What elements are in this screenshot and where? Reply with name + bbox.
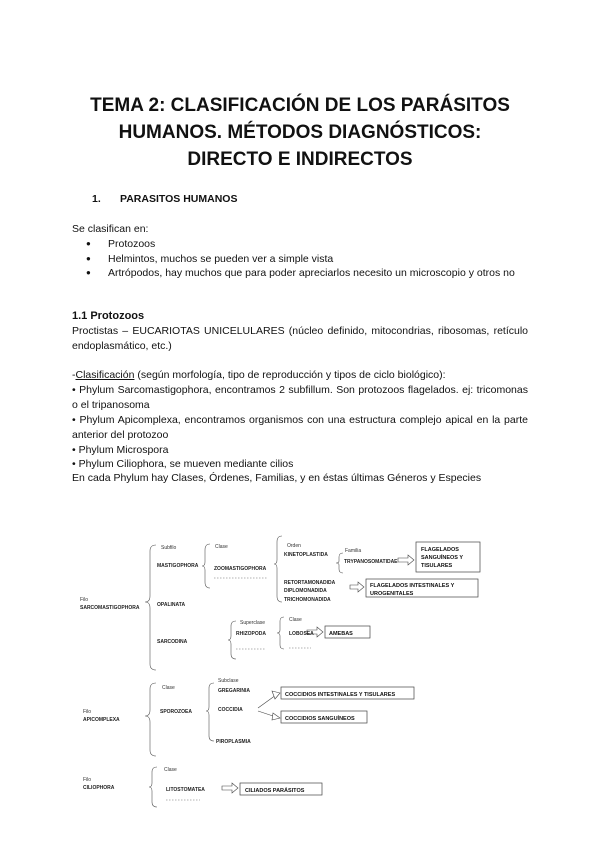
box-text: SANGUÍNEOS Y xyxy=(421,555,464,561)
label-subfilo: Subfilo xyxy=(161,545,177,551)
brace-apico xyxy=(145,683,156,756)
label-trypanosomatidae: TRYPANOSOMATIDAE xyxy=(344,559,398,565)
box-text: UROGENITALES xyxy=(370,591,414,597)
label-filo-1: Filo xyxy=(80,597,89,603)
label-ciliophora: CILIOPHORA xyxy=(83,785,115,791)
box-text: CILIADOS PARÁSITOS xyxy=(245,788,305,794)
brace-cilio xyxy=(149,767,157,807)
label-zoomastigophora: ZOOMASTIGOPHORA xyxy=(214,566,267,572)
label-gregarinia: GREGARINIA xyxy=(218,688,250,694)
intro-text: Se clasifican en: xyxy=(72,223,149,235)
label-kinetoplastida: KINETOPLASTIDA xyxy=(284,552,328,558)
phylum-apico-text: • Phylum Apicomplexa, encontramos organismos con una estructura complejo apical en la parte anterior del protozoo xyxy=(72,414,528,441)
title-line-1: TEMA 2: CLASIFICACIÓN DE LOS PARÁSITOS xyxy=(90,95,510,116)
label-piroplasmia: PIROPLASMIA xyxy=(216,739,251,745)
arrow-icon xyxy=(350,582,364,592)
label-sarcomastigophora: SARCOMASTIGOPHORA xyxy=(80,605,140,611)
section-number: 1. xyxy=(92,193,101,205)
section-title: PARASITOS HUMANOS xyxy=(120,193,238,205)
label-sporozoea: SPOROZOEA xyxy=(160,709,192,715)
label-rhizopoda: RHIZOPODA xyxy=(236,631,266,637)
brace-family xyxy=(336,553,343,573)
label-apicomplexa: APICOMPLEXA xyxy=(83,717,120,723)
brace-sarco xyxy=(145,545,156,670)
label-diplomonadida: DIPLOMONADIDA xyxy=(284,588,327,594)
phylum-cilio-text: • Phylum Ciliophora, se mueven mediante cilios xyxy=(72,458,294,470)
paragraph-proctistas: Proctistas – EUCARIOTAS UNICELULARES (núcleo definido, mitocondrias, ribosomas, retículo endoplasmático, etc.) xyxy=(72,325,528,352)
label-lobosea: LOBOSEA xyxy=(289,631,314,637)
label-coccidia: COCCIDIA xyxy=(218,707,243,713)
arrow-icon xyxy=(272,691,280,699)
label-filo-2: Filo xyxy=(83,709,92,715)
box-text: FLAGELADOS xyxy=(421,547,459,553)
brace-rhizopoda xyxy=(277,617,284,649)
classification-rest: (según morfología, tipo de reproducción y tipos de ciclo biológico): xyxy=(134,369,446,381)
brace-mastigo xyxy=(202,544,210,588)
box-text: TISULARES xyxy=(421,563,453,569)
brace-sarcodina xyxy=(228,621,236,659)
classification-word: Clasificación xyxy=(75,369,135,381)
label-clase-2: Clase xyxy=(289,617,302,623)
arrow-icon xyxy=(222,783,238,793)
box-text: COCCIDIOS SANGUÍNEOS xyxy=(285,716,355,722)
label-clase: Clase xyxy=(215,544,228,550)
arrow-icon xyxy=(272,713,280,720)
label-orden: Orden xyxy=(287,543,301,549)
label-subclase: Subclase xyxy=(218,678,239,684)
list-item: ● Helmintos, muchos se pueden ver a simple vista xyxy=(86,252,536,267)
brace-sporozoea xyxy=(206,683,214,741)
label-trichomonadida: TRICHOMONADIDA xyxy=(284,597,331,603)
closing-text: En cada Phylum hay Clases, Órdenes, Familias, y en éstas últimas Géneros y Especies xyxy=(72,472,482,484)
title-line-3: DIRECTO E INDIRECTOS xyxy=(187,149,413,170)
label-clase-4: Clase xyxy=(164,767,177,773)
label-opalinata: OPALINATA xyxy=(157,602,186,608)
label-clase-3: Clase xyxy=(162,685,175,691)
arrow-line xyxy=(258,695,276,708)
box-text: FLAGELADOS INTESTINALES Y xyxy=(370,583,455,589)
label-familia: Familia xyxy=(345,548,362,554)
phylum-micro-text: • Phylum Microspora xyxy=(72,444,169,456)
box-text: AMEBAS xyxy=(329,631,353,637)
phylum-sarco-text: • Phylum Sarcomastigophora, encontramos 2 subfillum. Son protozoos flagelados. ej: tricomonas o el tripanosoma xyxy=(72,384,528,411)
label-filo-3: Filo xyxy=(83,777,92,783)
arrow-icon xyxy=(398,555,414,565)
class-prefix: - xyxy=(72,369,76,381)
brace-orders xyxy=(274,536,282,602)
subsection-title: 1.1 Protozoos xyxy=(72,310,145,322)
list-item: ● Protozoos xyxy=(86,237,536,252)
box-text: COCCIDIOS INTESTINALES Y TISULARES xyxy=(285,692,396,698)
label-retortamonadida: RETORTAMONADIDA xyxy=(284,580,336,586)
label-sarcodina: SARCODINA xyxy=(157,639,188,645)
title-line-2: HUMANOS. MÉTODOS DIAGNÓSTICOS: xyxy=(118,122,482,143)
list-item: ● Artrópodos, hay muchos que para poder apreciarlos necesito un microscopio y otros no xyxy=(86,266,536,281)
label-superclase: Superclase xyxy=(240,620,266,626)
label-mastigophora: MASTIGOPHORA xyxy=(157,563,199,569)
label-litostomatea: LITOSTOMATEA xyxy=(166,787,205,793)
